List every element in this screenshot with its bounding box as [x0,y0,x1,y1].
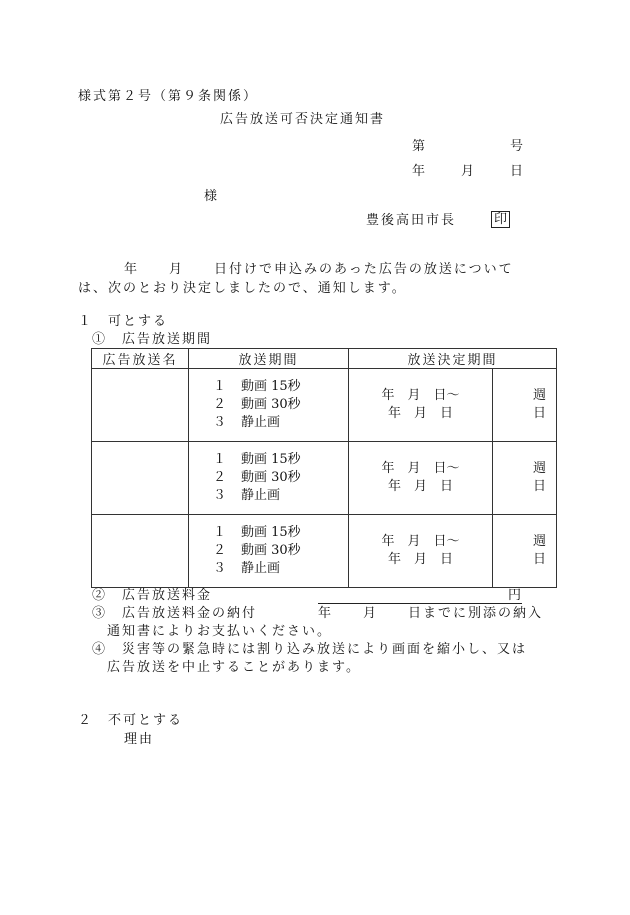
table-row [92,515,557,588]
date-to: 年 月 日 [387,479,453,494]
form-header: 様式第２号（第９条関係） [78,89,259,104]
date-to: 年 月 日 [387,552,453,567]
days-label: 日 [533,479,547,494]
weeks-label: 週 [533,534,547,549]
ad-name-cell[interactable] [92,442,189,515]
type-number: １ [213,525,227,540]
addressee-honorific: 様 [204,189,218,204]
item-3-continuation: 通知書によりお支払いください。 [107,624,333,639]
weeks-label: 週 [533,388,547,403]
type-number: ２ [213,543,227,558]
date-month: 月 [461,164,475,179]
header-ad-name: 広告放送名 [92,349,189,369]
reason-label: 理由 [124,732,155,747]
type-number: ２ [213,397,227,412]
type-video-30s: 動画 30秒 [241,543,301,558]
item-1-label: ① 広告放送期間 [92,332,213,347]
date-from: 年 月 日～ [381,388,460,403]
type-video-30s: 動画 30秒 [241,397,301,412]
section-2-heading: ２ 不可とする [78,713,184,728]
broadcast-type-cell [189,515,349,588]
fee-underline[interactable] [318,603,522,604]
date-from: 年 月 日～ [381,534,460,549]
item-4-line-2: 広告放送を中止することがあります。 [107,660,361,675]
duration-cell [493,515,557,588]
fee-unit: 円 [508,588,522,603]
date-day: 日 [510,164,524,179]
broadcast-period-table [91,348,557,588]
type-video-15s: 動画 15秒 [241,379,301,394]
date-to: 年 月 日 [387,406,453,421]
header-broadcast-period: 放送期間 [189,349,349,369]
decided-dates-cell [349,369,493,442]
type-number: ２ [213,470,227,485]
type-still-image: 静止画 [241,561,281,576]
item-3-deadline: 年 月 日までに別添の納入 [318,606,544,621]
broadcast-type-cell [189,369,349,442]
number-suffix: 号 [510,139,524,154]
days-label: 日 [533,406,547,421]
type-number: ３ [213,488,227,503]
decided-dates-cell [349,515,493,588]
header-decided-period: 放送決定期間 [349,349,557,369]
table-header-row [92,349,557,369]
weeks-label: 週 [533,461,547,476]
type-number: ３ [213,561,227,576]
ad-name-cell[interactable] [92,369,189,442]
body-line-2: は、次のとおり決定しましたので、通知します。 [78,281,407,296]
body-line-1: 年 月 日付けで申込みのあった広告の放送について [124,262,514,277]
item-4-line-1: ④ 災害等の緊急時には割り込み放送により画面を縮小し、又は [92,642,528,657]
days-label: 日 [533,552,547,567]
type-number: １ [213,452,227,467]
type-number: １ [213,379,227,394]
date-year: 年 [412,164,426,179]
number-prefix: 第 [412,139,426,154]
document-title: 広告放送可否決定通知書 [220,112,386,127]
item-3-label: ③ 広告放送料金の納付 [92,606,258,621]
ad-name-cell[interactable] [92,515,189,588]
table-row [92,442,557,515]
broadcast-type-cell [189,442,349,515]
type-video-15s: 動画 15秒 [241,452,301,467]
type-number: ３ [213,415,227,430]
item-2-label: ② 広告放送料金 [92,588,213,603]
issuer-name: 豊後高田市長 [366,213,457,228]
type-still-image: 静止画 [241,415,281,430]
duration-cell [493,369,557,442]
date-from: 年 月 日～ [381,461,460,476]
table-row [92,369,557,442]
type-video-30s: 動画 30秒 [241,470,301,485]
seal-mark: 印 [491,211,510,228]
section-1-heading: １ 可とする [78,314,169,329]
decided-dates-cell [349,442,493,515]
type-still-image: 静止画 [241,488,281,503]
type-video-15s: 動画 15秒 [241,525,301,540]
duration-cell [493,442,557,515]
